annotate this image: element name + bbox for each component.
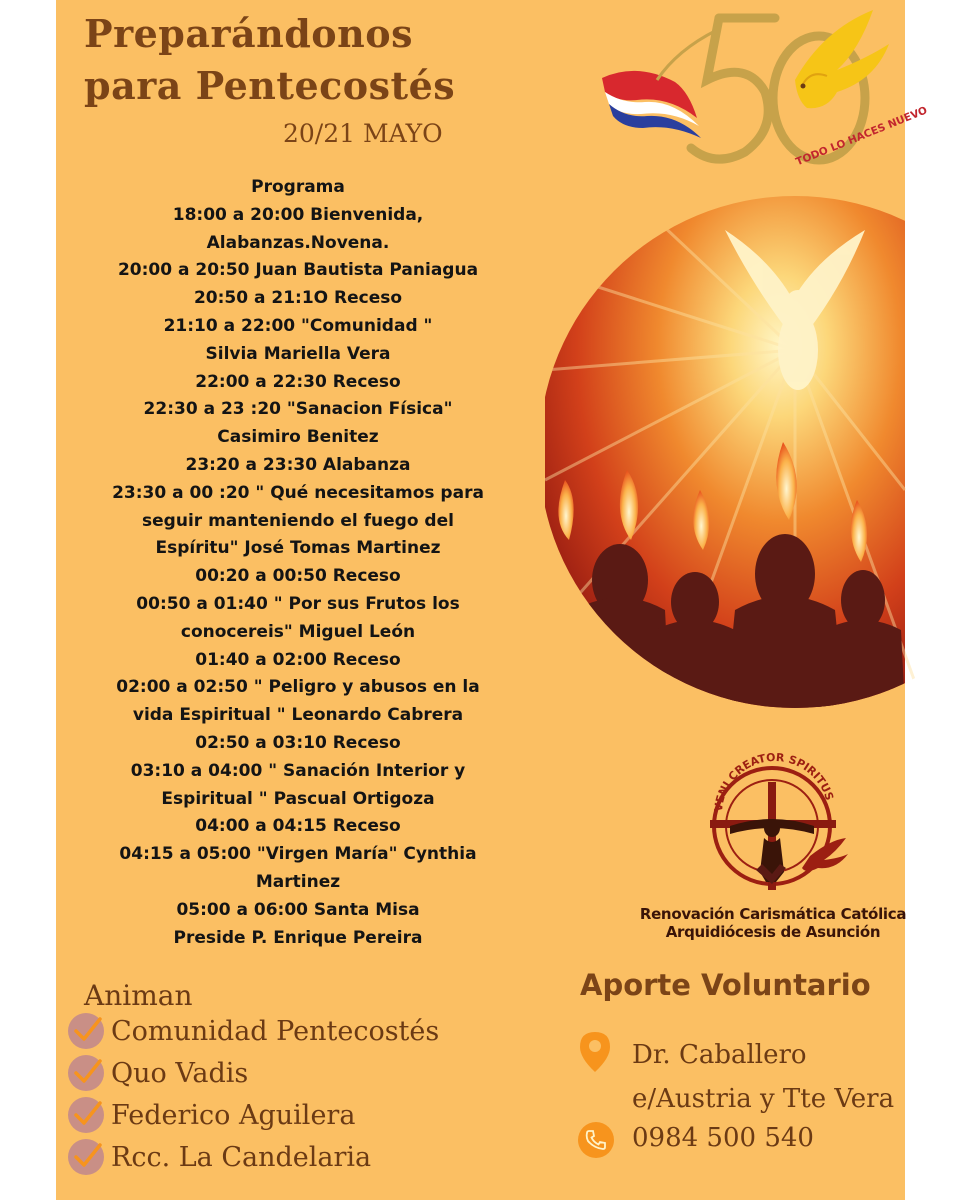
event-date: 20/21 MAYO [283, 119, 443, 148]
address-line-2: e/Austria y Tte Vera [632, 1084, 895, 1114]
program-line: 23:30 a 00 :20 " Qué necesitamos para [112, 482, 484, 503]
list-item [68, 1136, 439, 1178]
phone-icon [578, 1122, 614, 1158]
animan-label: Rcc. La Candelaria [111, 1141, 372, 1173]
program-line: 01:40 a 02:00 Receso [195, 649, 401, 670]
title-line-1: Preparándonos [84, 11, 414, 56]
program-line: Alabanzas.Novena. [206, 232, 390, 253]
check-circle-icon [68, 1139, 104, 1175]
program-line: 03:10 a 04:00 " Sanación Interior y [130, 760, 466, 781]
program-line: 05:00 a 06:00 Santa Misa [176, 899, 420, 920]
emblem-motto: VENI CREATOR SPIRITUS [711, 750, 837, 813]
program-line: 18:00 a 20:00 Bienvenida, [172, 204, 424, 225]
org-line-2: Arquidiócesis de Asunción [665, 923, 881, 941]
program-line: 22:30 a 23 :20 "Sanacion Física" [143, 399, 453, 420]
program-line: Preside P. Enrique Pereira [173, 927, 423, 948]
organization-name [636, 905, 910, 941]
animan-label: Federico Aguilera [111, 1099, 356, 1131]
program-line: 00:50 a 01:40 " Por sus Frutos los [136, 593, 460, 614]
check-circle-icon [68, 1097, 104, 1133]
address [632, 1033, 894, 1121]
program-line: conocereis" Miguel León [180, 621, 416, 642]
program-line: 20:00 a 20:50 Juan Bautista Paniagua [117, 260, 479, 281]
program-line: Martinez [255, 871, 341, 892]
program-line: 04:15 a 05:00 "Virgen María" Cynthia [119, 844, 477, 865]
list-item [68, 1052, 439, 1094]
program-line: vida Espiritual " Leonardo Cabrera [132, 705, 464, 726]
animan-label: Comunidad Pentecostés [111, 1015, 440, 1047]
program-line: Silvia Mariella Vera [205, 343, 391, 364]
animan-heading: Animan [84, 979, 193, 1012]
program-heading: Programa [251, 177, 345, 197]
phone-number: 0984 500 540 [632, 1123, 814, 1153]
logo-slogan: TODO LO HACES NUEVO [794, 104, 930, 169]
title-line-2: para Pentecostés [84, 63, 456, 108]
list-item [68, 1010, 439, 1052]
animan-list [68, 1010, 439, 1178]
dove-icon [795, 10, 889, 108]
program-line: 20:50 a 21:1O Receso [193, 288, 403, 309]
fifty-years-logo [597, 0, 930, 175]
program-line: 21:10 a 22:00 "Comunidad " [163, 315, 433, 336]
program-line: 22:00 a 22:30 Receso [195, 371, 401, 392]
program-line: 02:00 a 02:50 " Peligro y abusos en la [116, 677, 480, 698]
program-line: 23:20 a 23:30 Alabanza [185, 454, 411, 475]
check-circle-icon [68, 1055, 104, 1091]
poster [56, 0, 930, 1200]
number-five-icon [691, 18, 775, 159]
page-title [84, 8, 455, 112]
program-line: 00:20 a 00:50 Receso [195, 566, 401, 587]
org-line-1: Renovación Carismática Católica [639, 905, 907, 923]
animan-label: Quo Vadis [111, 1057, 249, 1089]
aporte-heading: Aporte Voluntario [580, 968, 871, 1002]
check-circle-icon [68, 1013, 104, 1049]
pentecost-illustration [545, 190, 905, 710]
address-line-1: Dr. Caballero [632, 1040, 807, 1070]
list-item [68, 1094, 439, 1136]
program-line: 02:50 a 03:10 Receso [195, 732, 401, 753]
program-line: seguir manteniendo el fuego del [142, 510, 454, 531]
program-line: Espíritu" José Tomas Martinez [155, 538, 441, 559]
program-line: Espiritual " Pascual Ortigoza [161, 788, 435, 809]
program-schedule [56, 174, 540, 952]
program-line: 04:00 a 04:15 Receso [195, 816, 401, 837]
location-pin-icon [578, 1030, 612, 1074]
flag-icon [602, 71, 701, 138]
rcc-emblem [700, 742, 850, 900]
program-line: Casimiro Benitez [217, 427, 379, 448]
